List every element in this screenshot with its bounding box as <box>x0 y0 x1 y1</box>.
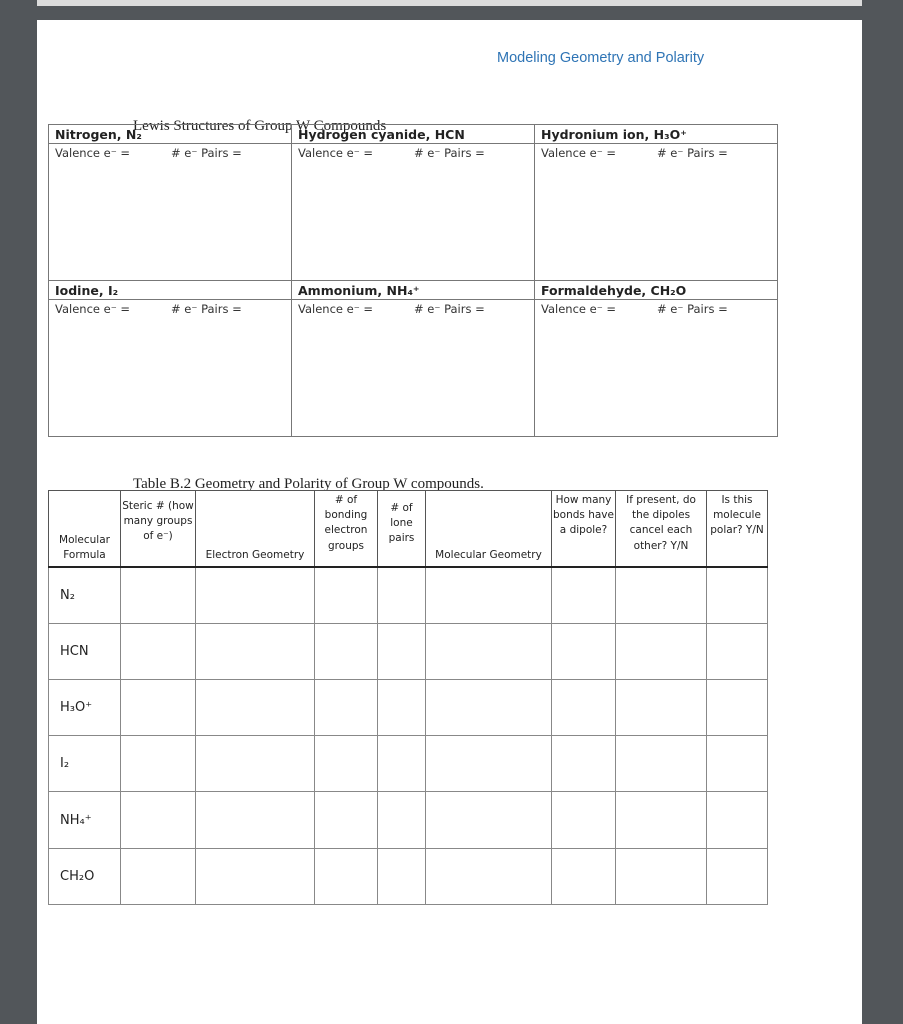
answer-cell[interactable] <box>196 679 315 735</box>
pairs-label: # e⁻ Pairs = <box>414 146 485 160</box>
formula-cell: N₂ <box>49 567 121 624</box>
answer-cell[interactable] <box>121 679 196 735</box>
col-header-steric: Steric # (how many groups of e⁻) <box>121 491 196 567</box>
lewis-cell-ammonium[interactable] <box>292 281 535 437</box>
valence-row <box>49 143 291 161</box>
col-header-dipole-bonds: How many bonds have a dipole? <box>552 491 616 567</box>
answer-cell[interactable] <box>426 848 552 904</box>
answer-cell[interactable] <box>707 848 768 904</box>
answer-cell[interactable] <box>315 567 378 624</box>
answer-cell[interactable] <box>196 623 315 679</box>
answer-cell[interactable] <box>426 792 552 848</box>
formula-cell: CH₂O <box>49 848 121 904</box>
compound-name: Iodine, I₂ <box>55 283 119 298</box>
formula-cell: H₃O⁺ <box>49 679 121 735</box>
compound-name: Nitrogen, N₂ <box>55 127 142 142</box>
answer-cell[interactable] <box>315 623 378 679</box>
compound-name: Ammonium, NH₄⁺ <box>298 283 420 298</box>
answer-cell[interactable] <box>378 567 426 624</box>
answer-cell[interactable] <box>552 736 616 792</box>
lewis-structures-grid <box>48 124 778 437</box>
compound-name: Formaldehyde, CH₂O <box>541 283 687 298</box>
lewis-section-title: Lewis Structures of Group W Compounds <box>133 118 387 134</box>
valence-label: Valence e⁻ = <box>541 146 617 160</box>
pairs-label: # e⁻ Pairs = <box>657 146 728 160</box>
answer-cell[interactable] <box>552 567 616 624</box>
lewis-cell-formaldehyde[interactable] <box>535 281 778 437</box>
answer-cell[interactable] <box>196 736 315 792</box>
pairs-label: # e⁻ Pairs = <box>657 302 728 316</box>
table-row <box>49 848 768 904</box>
answer-cell[interactable] <box>378 679 426 735</box>
col-header-molecular-geometry: Molecular Geometry <box>426 491 552 567</box>
pairs-label: # e⁻ Pairs = <box>171 146 242 160</box>
answer-cell[interactable] <box>426 736 552 792</box>
col-header-bonding-groups: # of bonding electron groups <box>315 491 378 567</box>
answer-cell[interactable] <box>121 792 196 848</box>
valence-label: Valence e⁻ = <box>298 302 374 316</box>
answer-cell[interactable] <box>707 623 768 679</box>
answer-cell[interactable] <box>616 848 707 904</box>
answer-cell[interactable] <box>378 792 426 848</box>
answer-cell[interactable] <box>378 736 426 792</box>
answer-cell[interactable] <box>121 623 196 679</box>
answer-cell[interactable] <box>552 848 616 904</box>
valence-row <box>292 299 534 317</box>
formula-cell: HCN <box>49 623 121 679</box>
valence-label: Valence e⁻ = <box>298 146 374 160</box>
valence-row <box>49 299 291 317</box>
answer-cell[interactable] <box>315 848 378 904</box>
answer-cell[interactable] <box>196 792 315 848</box>
answer-cell[interactable] <box>378 623 426 679</box>
valence-row <box>292 143 534 161</box>
compound-name: Hydrogen cyanide, HCN <box>298 127 465 142</box>
answer-cell[interactable] <box>426 623 552 679</box>
answer-cell[interactable] <box>616 792 707 848</box>
answer-cell[interactable] <box>196 567 315 624</box>
answer-cell[interactable] <box>616 679 707 735</box>
top-toolbar-strip <box>37 0 862 6</box>
answer-cell[interactable] <box>315 736 378 792</box>
compound-name: Hydronium ion, H₃O⁺ <box>541 127 687 142</box>
page-header-title: Modeling Geometry and Polarity <box>497 50 705 66</box>
answer-cell[interactable] <box>707 792 768 848</box>
col-header-electron-geometry: Electron Geometry <box>196 491 315 567</box>
answer-cell[interactable] <box>552 623 616 679</box>
geometry-polarity-table <box>48 490 768 905</box>
valence-label: Valence e⁻ = <box>541 302 617 316</box>
lewis-cell-hydrogen-cyanide[interactable] <box>292 125 535 281</box>
pairs-label: # e⁻ Pairs = <box>171 302 242 316</box>
col-header-polar: Is this molecule polar? Y/N <box>707 491 768 567</box>
answer-cell[interactable] <box>121 848 196 904</box>
table-row <box>49 736 768 792</box>
valence-label: Valence e⁻ = <box>55 146 131 160</box>
formula-cell: I₂ <box>49 736 121 792</box>
answer-cell[interactable] <box>196 848 315 904</box>
table-caption: Table B.2 Geometry and Polarity of Group W compounds. <box>133 476 484 492</box>
pairs-label: # e⁻ Pairs = <box>414 302 485 316</box>
formula-cell: NH₄⁺ <box>49 792 121 848</box>
col-header-lone-pairs: # of lone pairs <box>378 491 426 567</box>
answer-cell[interactable] <box>616 623 707 679</box>
answer-cell[interactable] <box>121 736 196 792</box>
answer-cell[interactable] <box>378 848 426 904</box>
answer-cell[interactable] <box>315 792 378 848</box>
lewis-cell-nitrogen[interactable] <box>49 125 292 281</box>
answer-cell[interactable] <box>552 792 616 848</box>
answer-cell[interactable] <box>707 679 768 735</box>
answer-cell[interactable] <box>707 736 768 792</box>
answer-cell[interactable] <box>552 679 616 735</box>
valence-row <box>535 299 777 317</box>
valence-row <box>535 143 777 161</box>
answer-cell[interactable] <box>426 679 552 735</box>
answer-cell[interactable] <box>315 679 378 735</box>
table-row <box>49 792 768 848</box>
table-row <box>49 679 768 735</box>
header-row <box>49 491 768 567</box>
valence-label: Valence e⁻ = <box>55 302 131 316</box>
answer-cell[interactable] <box>707 567 768 624</box>
table-row <box>49 567 768 624</box>
table-row <box>49 623 768 679</box>
col-header-formula: Molecular Formula <box>49 491 121 567</box>
answer-cell[interactable] <box>616 736 707 792</box>
col-header-dipoles-cancel: If present, do the dipoles cancel each other? Y/N <box>616 491 707 567</box>
answer-cell[interactable] <box>426 567 552 624</box>
lewis-cell-hydronium[interactable] <box>535 125 778 281</box>
answer-cell[interactable] <box>616 567 707 624</box>
answer-cell[interactable] <box>121 567 196 624</box>
lewis-cell-iodine[interactable] <box>49 281 292 437</box>
